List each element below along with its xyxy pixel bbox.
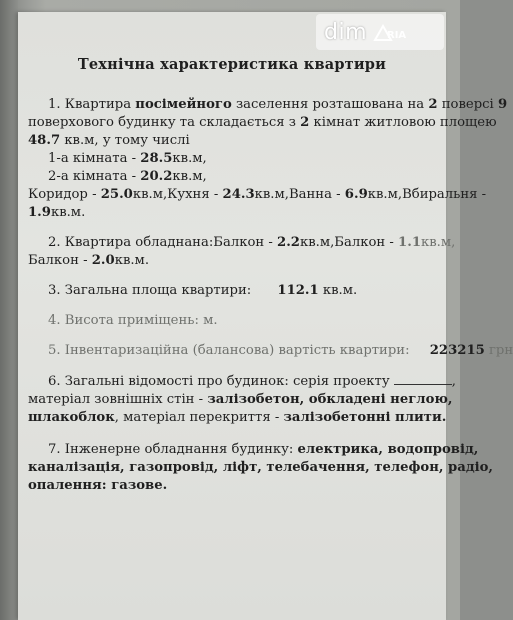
document-title: Технічна характеристика квартири [77, 56, 387, 73]
item7-line2: каналізація, газопровід, ліфт, телебачення, телефон, радіо, [28, 460, 494, 475]
page-shadow-edge [0, 0, 18, 620]
item1-rooms-line: Коридор - 25.0кв.м, Кухня - 24.3кв.м, Ванна - 6.9кв.м, Вбиральня - [28, 187, 487, 202]
item1-room1: 1-а кімната - 28.5кв.м, [48, 151, 207, 166]
item1-room2: 2-а кімната - 20.2кв.м, [48, 169, 207, 184]
item1-line3: 48.7 кв.м, у тому числі [28, 133, 190, 148]
item3-total-area: 3. Загальна площа квартири: 112.1 кв.м. [48, 283, 358, 298]
inventory-value: 223215 [429, 343, 485, 358]
item7-line1: 7. Інженерне обладнання будинку: електрика, водопровід, [48, 442, 479, 457]
item6-line3: шлакоблок, матеріал перекриття - залізобетонні плити. [28, 410, 447, 425]
item2-line2: Балкон - 2.0кв.м. [28, 253, 150, 268]
ria-logo-text: RIA [387, 30, 407, 41]
item1-line1: 1. Квартира посімейного заселення розташована на 2 поверсі 9 [48, 97, 508, 112]
item4-ceiling-height: 4. Висота приміщень: м. [48, 313, 218, 328]
item6-line1: 6. Загальні відомості про будинок: серія проекту , [48, 374, 456, 389]
item2-line1: 2. Квартира обладнана: Балкон - 2.2кв.м, Балкон - 1.1кв.м, [48, 235, 456, 250]
document-content [28, 56, 513, 495]
item6-line2: матеріал зовнішніх стін - залізобетон, обкладені неглою, [28, 392, 453, 407]
project-series-blank [394, 372, 452, 385]
item5-inventory-value: 5. Інвентаризаційна (балансова) вартість квартири: 223215 грн [48, 343, 513, 358]
total-area-value: 112.1 [277, 283, 319, 298]
item1-line7: 1.9кв.м. [28, 205, 86, 220]
item1-line2: поверхового будинку та складається з 2 кімнат житловою площею [28, 115, 497, 130]
dimria-watermark [316, 14, 444, 50]
ria-logo-icon [371, 19, 411, 45]
watermark-text: dim [324, 19, 368, 45]
item7-line3: опалення: газове. [28, 478, 168, 493]
